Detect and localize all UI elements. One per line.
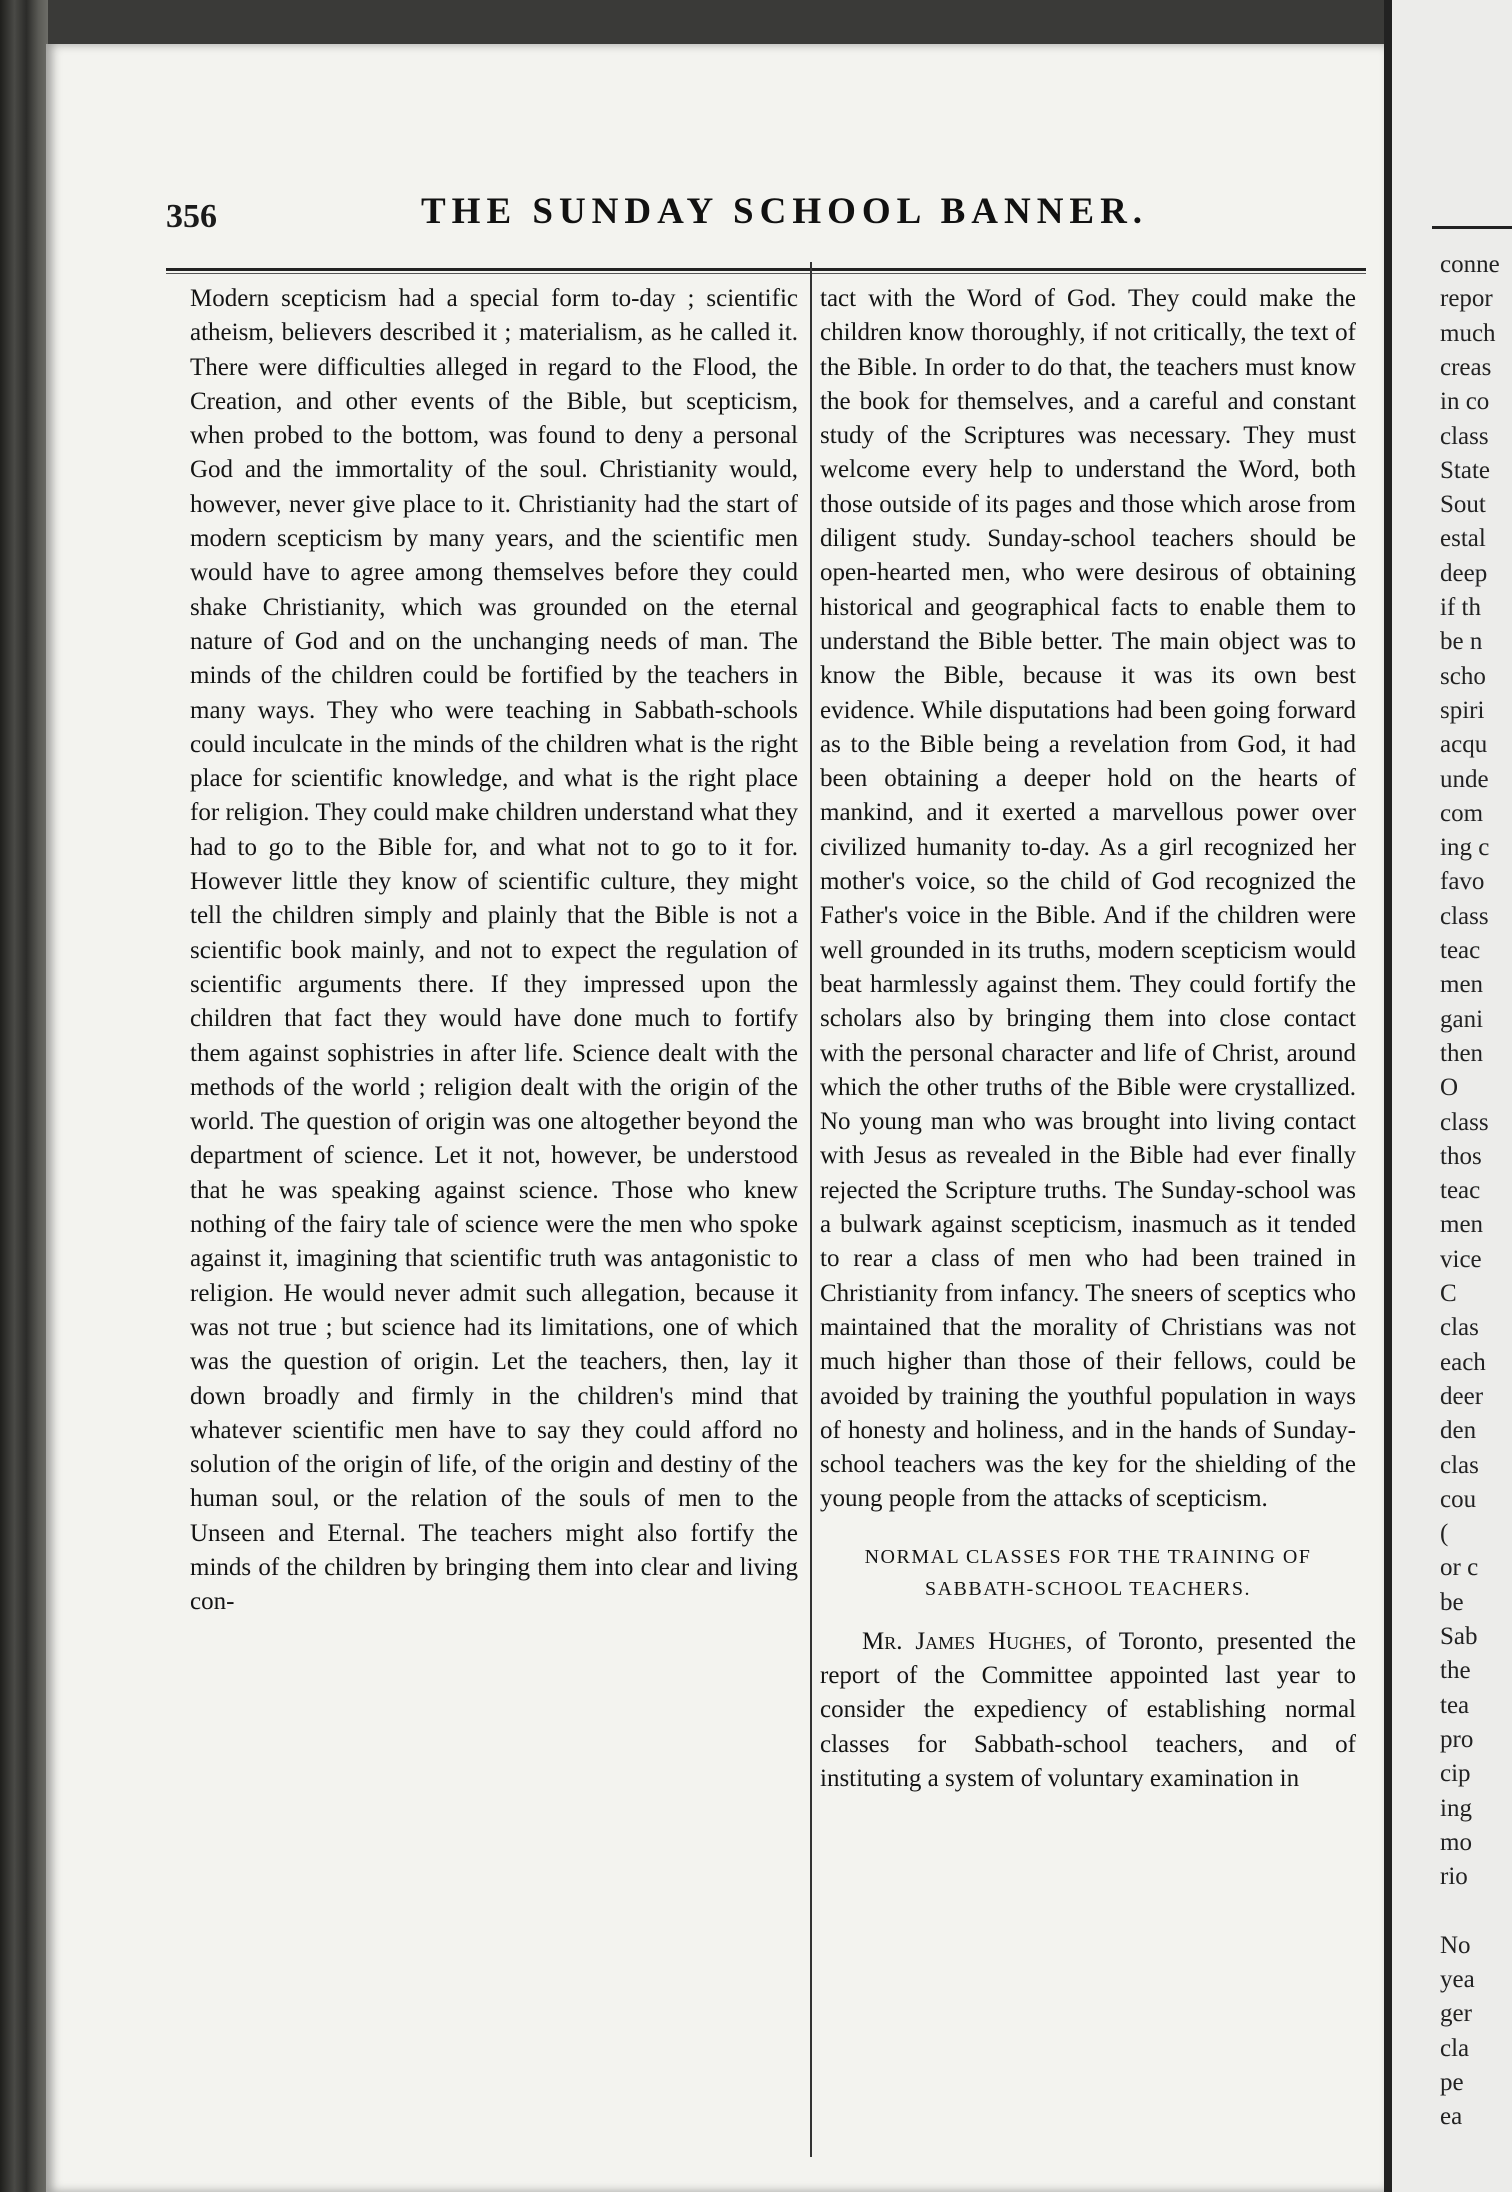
adjacent-page-line: clas [1440, 1451, 1479, 1479]
adjacent-page-line: cla [1440, 2034, 1470, 2062]
column-divider [810, 262, 812, 2157]
page-header [166, 190, 1376, 250]
adjacent-page-line: or c [1440, 1554, 1479, 1582]
left-column-text: Modern scepticism had a special form to-day ; scientific atheism, believers described it ; materialism, as he called it. There were difficulties alleged in regard to the Flood, the Creation, and other events of the Bible, but scepticism, when probed to the bottom, was found to deny a personal God and the immortality of the soul. Christianity would, however, never give place to it. Christianity had the start of modern scepticism by many years, and the scientific men would have to agree among themselves before they could shake Christianity, which was grounded on the eternal nature of God and on the unchanging needs of man. The minds of the children could be fortified by the teachers in many ways. They who were teaching in Sabbath-schools could inculcate in the minds of the children what is the right place for scientific knowledge, and what is the right place for religion. They could make children understand what they had to go to the Bible for, and what not to go to it for. However little they know of scientific culture, they might tell the children simply and plainly that the Bible is not a scientific book mainly, and not to expect the regulation of scientific arguments there. If they impressed upon the children that fact they would have done much to fortify them against sophistries in after life. Science dealt with the methods of the world ; religion dealt with the origin of the world. The question of origin was one altogether beyond the department of science. Let it not, however, be understood that he was speaking against science. Those who knew nothing of the fairy tale of science were the men who spoke against it, imagining that scientific truth was antagonistic to religion. He would never admit such allegation, because it was not true ; but science had its limitations, one of which was the question of origin. Let the teachers, then, lay it down broadly and firmly in the children's mind that whatever scientific men have to say they could afford no solution of the origin of life, of the origin and destiny of the human soul, or the relation of the souls of men to the Unseen and Eternal. The teachers might also fortify the minds of the children by bringing them into clear and living con- [190, 285, 798, 1616]
right-column-text: tact with the Word of God. They could make the children know thoroughly, if not critically, the text of the Bible. In order to do that, the teachers must know the book for themselves, and a careful and constant study of the Scriptures was necessary. They must welcome every help to understand the Word, both those outside of its pages and those which arose from diligent study. Sunday-school teachers should be open-hearted men, who were desirous of obtaining historical and geographical facts to enable them to understand the Bible better. The main object was to know the Bible, because it was its own best evidence. While disputations had been going forward as to the Bible being a revelation from God, it had been obtaining a deeper hold on the hearts of mankind, and it exerted a marvellous power over civilized humanity to-day. As a girl recognized her mother's voice, so the child of God recognized the Father's voice in the Bible. And if the children were well grounded in its truths, modern scepticism would beat harmlessly against them. They could fortify the scholars also by bringing them into close contact with the personal character and life of Christ, around which the other truths of the Bible were crystallized. No young man who was brought into living contact with Jesus as revealed in the Bible had ever finally rejected the Scripture truths. The Sunday-school was a bulwark against scepticism, inasmuch as it tended to rear a class of men who had been trained in Christianity from infancy. The sneers of sceptics who maintained that the morality of Christians was not much higher than those of their fellows, could be avoided by training the youthful population in ways of honesty and holiness, and in the hands of Sunday-school teachers was the key for the shielding of the young people from the attacks of scepticism. [820, 285, 1356, 1513]
adjacent-page-line: tea [1440, 1691, 1470, 1719]
adjacent-page-line: class [1440, 422, 1489, 450]
section-heading [820, 1541, 1356, 1605]
adjacent-page-line: clas [1440, 1314, 1479, 1342]
adjacent-page-line: teac [1440, 1177, 1481, 1205]
adjacent-page-line: deep [1440, 559, 1488, 587]
adjacent-page-line: men [1440, 1211, 1484, 1239]
adjacent-page-line: ing c [1440, 834, 1490, 862]
adjacent-page-line: cip [1440, 1760, 1471, 1788]
adjacent-page-line: C [1440, 1280, 1457, 1307]
adjacent-page-line: ing [1440, 1794, 1472, 1822]
adjacent-page-line: acqu [1440, 731, 1488, 759]
section-heading-line2: SABBATH-SCHOOL TEACHERS. [924, 1577, 1252, 1600]
adjacent-page-line: ( [1440, 1520, 1449, 1548]
adjacent-page-line: rio [1440, 1863, 1468, 1891]
book-binding [0, 0, 48, 2192]
report-paragraph-text: , of Toronto, presented the report of the Committee appointed last year to consider the expediency of establishing normal classes for Sabbath-school teachers, and of instituting a system of voluntary examination in [820, 1627, 1356, 1792]
adjacent-page-line: each [1440, 1348, 1486, 1376]
adjacent-page-line: creas [1440, 353, 1492, 381]
adjacent-page-line: favo [1440, 868, 1485, 896]
adjacent-page-line: cou [1440, 1485, 1477, 1513]
adjacent-page-line: spiri [1440, 696, 1485, 724]
adjacent-page-line: ger [1440, 2000, 1472, 2028]
report-paragraph [820, 1625, 1356, 1796]
adjacent-page-line: yea [1440, 1966, 1475, 1993]
adjacent-page-line: be [1440, 1588, 1464, 1616]
adjacent-page-line: in co [1440, 388, 1490, 416]
adjacent-page-line: den [1440, 1417, 1477, 1445]
speaker-name: Mr. James Hughes [862, 1627, 1067, 1655]
adjacent-page-line: the [1440, 1657, 1471, 1685]
adjacent-page-line: gani [1440, 1005, 1484, 1033]
adjacent-page-line: Sab [1440, 1623, 1478, 1650]
adjacent-page-line: Sout [1440, 491, 1486, 519]
header-rule-thin [166, 273, 1366, 274]
adjacent-page-line: thos [1440, 1142, 1482, 1170]
adjacent-page-line: State [1440, 456, 1490, 484]
adjacent-page-line: scho [1440, 662, 1486, 690]
adjacent-page-line: O [1440, 1074, 1459, 1102]
section-heading-line1: NORMAL CLASSES FOR THE TRAINING OF [864, 1545, 1312, 1568]
adjacent-page-line: then [1440, 1039, 1484, 1067]
adjacent-page-line: estal [1440, 525, 1486, 553]
adjacent-page-line: conne [1440, 251, 1500, 278]
adjacent-page-line: be n [1440, 628, 1483, 656]
adjacent-page-line: pe [1440, 2068, 1464, 2096]
adjacent-page-line: if th [1440, 594, 1481, 621]
running-title: THE SUNDAY SCHOOL BANNER. [421, 191, 1149, 232]
adjacent-page-line: ea [1440, 2103, 1463, 2131]
adjacent-page-line: teac [1440, 937, 1481, 964]
adjacent-page-rule [1432, 226, 1512, 229]
adjacent-page-line: pro [1440, 1725, 1474, 1753]
adjacent-page-line: class [1440, 1108, 1489, 1136]
left-column [190, 282, 798, 1620]
adjacent-page-line: No [1440, 1931, 1471, 1959]
adjacent-page-line: deer [1440, 1382, 1484, 1410]
adjacent-page-line: men [1440, 971, 1484, 999]
adjacent-page-line: vice [1440, 1245, 1482, 1273]
adjacent-page-line: com [1440, 799, 1484, 827]
header-rule [166, 268, 1366, 271]
adjacent-page-line: class [1440, 902, 1489, 930]
adjacent-page-line: mo [1440, 1828, 1472, 1856]
adjacent-page-edge [1384, 0, 1512, 2192]
adjacent-page-line: repor [1440, 285, 1493, 313]
adjacent-page-line: unde [1440, 765, 1489, 793]
right-column [820, 282, 1356, 1796]
page-number: 356 [166, 198, 217, 235]
adjacent-page-line: much [1440, 319, 1496, 347]
